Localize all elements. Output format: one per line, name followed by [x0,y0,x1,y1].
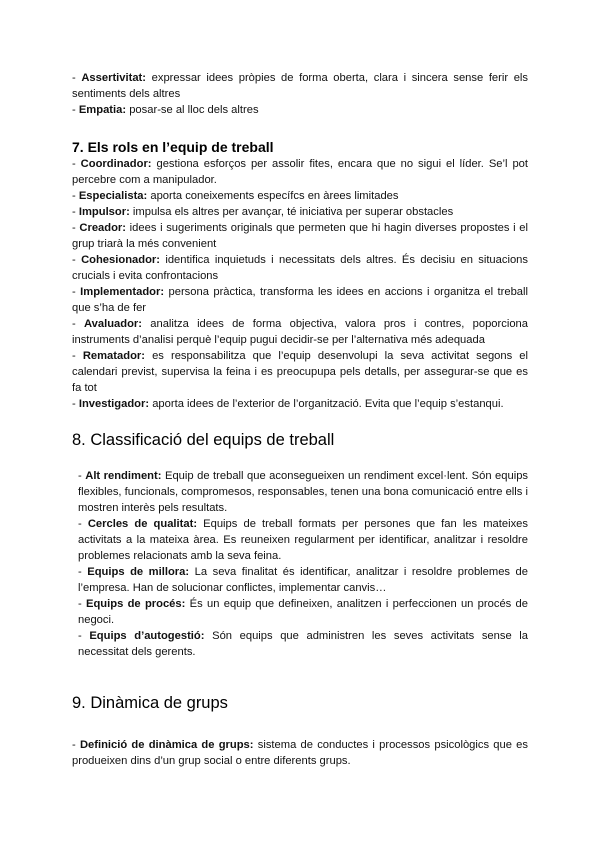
list-item: - Rematador: es responsabilitza que l’equip desenvolupi la seva activitat segons el calendari previst, supervisa la feina i es preocupupa pels detalls, per assegurar-se que es fa tot [72,350,529,394]
list-item: - Coordinador: gestiona esforços per assolir fites, encara que no sigui el líder. Se’l pot percebre com a manipulador. [72,158,528,186]
list-item: - Avaluador: analitza idees de forma objectiva, valora pros i contres, poporciona instruments d’analisi perquè l’equip pugui decidir-se per l’alternativa més adequada [72,318,528,346]
section-heading: 7. Els rols en l’equip de treball [72,139,274,155]
top-list [72,70,528,118]
list-item: - Empatia: posar-se al lloc dels altres [72,104,259,116]
section-7 [72,138,528,412]
section-heading: 8. Classificació del equips de treball [72,431,335,449]
section-9 [72,737,528,769]
list-item: - Cercles de qualitat: Equips de treball formats per persones que fan les mateixes activitats a la mateixa àrea. Es reuneixen regularment per identificar, analitzar i resoldre problemes relacionats amb la seva feina. [78,518,528,562]
list-item: - Assertivitat: expressar idees pròpies de forma oberta, clara i sincera sense ferir els sentiments dels altres [72,72,529,100]
list-item: - Impulsor: impulsa els altres per avançar, té iniciativa per superar obstacles [72,206,454,218]
section-8-heading-block [72,430,528,450]
list-item: - Cohesionador: identifica inquietuds i necessitats dels altres. És decisiu en situacions crucials i evita confrontacions [72,254,528,282]
list-item: - Especialista: aporta coneixements específcs en àrees limitades [72,190,399,202]
section-heading: 9. Dinàmica de grups [72,694,228,712]
list-item: - Equips de procés: És un equip que defineixen, analitzen i perfeccionen un procés de negoci. [78,598,528,626]
section-9-heading-block [72,693,528,713]
list-item: - Implementador: persona pràctica, transforma les idees en accions i organitza el treball que s’ha de fer [72,286,528,314]
list-item: - Equips de millora: La seva finalitat és identificar, analitzar i resoldre problemes de l’empresa. Han de solucionar conflictes, implementar canvis… [78,566,528,594]
list-item: - Investigador: aporta idees de l’exterior de l’organització. Evita que l’equip s’estanqui. [72,398,504,410]
section-8 [78,468,528,660]
list-item: - Equips d’autogestió: Són equips que administren les seves activitats sense la necessitat dels gerents. [78,630,528,658]
list-item: - Alt rendiment: Equip de treball que aconsegueixen un rendiment excel·lent. Són equips flexibles, funcionals, compromesos, responsables, tenen una bona comunicació entre ells i mostren interès pels resultats. [78,470,529,514]
list-item: - Definició de dinàmica de grups: sistema de conductes i processos psicològics que es produeixen dins d’un grup social o entre diferents grups. [72,739,528,767]
list-item: - Creador: idees i sugeriments originals que permeten que hi hagin diverses propostes i el grup triarà la més convenient [72,222,528,250]
